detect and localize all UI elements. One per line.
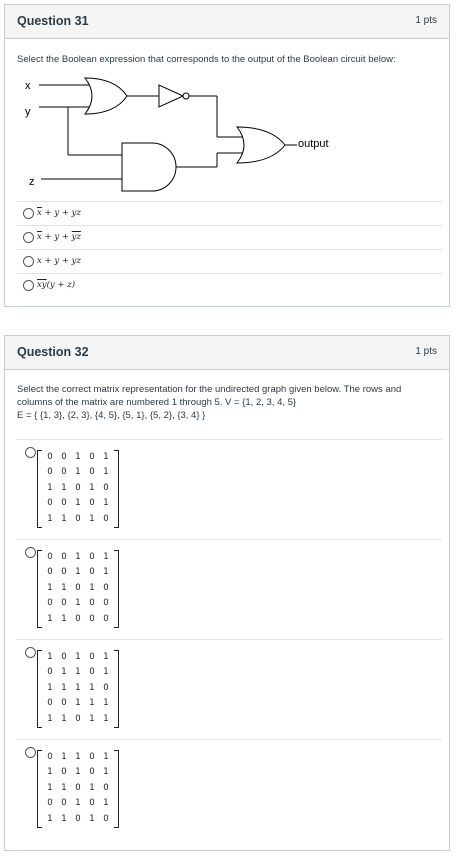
matrix-row <box>38 450 118 465</box>
matrix-row <box>38 796 118 811</box>
matrix-cell: 1 <box>89 682 95 693</box>
radio-button[interactable] <box>23 232 34 243</box>
matrix-cell: 1 <box>75 682 81 693</box>
matrix-cell: 1 <box>75 467 81 478</box>
matrix-cell: 0 <box>103 813 109 824</box>
question-title: Question 32 <box>17 345 89 359</box>
question-points: 1 pts <box>415 346 437 357</box>
matrix-cell: 0 <box>103 782 109 793</box>
matrix-cell: 1 <box>61 682 67 693</box>
matrix-cell: 0 <box>103 613 109 624</box>
matrix-cell: 1 <box>61 613 67 624</box>
matrix-cell: 1 <box>75 652 81 662</box>
matrix-cell: 1 <box>47 613 53 624</box>
matrix-cell: 1 <box>75 498 81 509</box>
matrix-cell: 0 <box>103 482 109 493</box>
matrix-cell: 0 <box>89 598 95 609</box>
matrix-cell: 1 <box>75 698 81 709</box>
answer-option-3[interactable] <box>17 639 442 739</box>
matrix-cell: 0 <box>61 552 67 562</box>
matrix-cell: 1 <box>47 682 53 693</box>
matrix-cell: 0 <box>103 598 109 609</box>
adjacency-matrix <box>37 650 119 728</box>
radio-button[interactable] <box>23 280 34 291</box>
matrix-cell: 1 <box>61 582 67 593</box>
radio-button[interactable] <box>23 208 34 219</box>
matrix-row <box>38 496 118 511</box>
matrix-cell: 0 <box>47 798 53 809</box>
matrix-cell: 1 <box>75 798 81 809</box>
matrix-cell: 0 <box>89 452 95 462</box>
matrix-cell: 0 <box>47 598 53 609</box>
answer-option-4[interactable] <box>17 739 442 839</box>
matrix-row <box>38 565 118 580</box>
matrix-row <box>38 681 118 696</box>
boolean-circuit-diagram <box>15 75 435 205</box>
matrix-cell: 1 <box>103 552 109 562</box>
and-gate <box>122 143 176 191</box>
matrix-row <box>38 812 118 827</box>
matrix-cell: 0 <box>75 813 81 824</box>
matrix-cell: 0 <box>47 498 53 509</box>
matrix-cell: 1 <box>47 482 53 493</box>
answer-expression: $\overline{x} + y + \overline{yz}$ <box>37 232 81 242</box>
matrix-cell: 0 <box>61 598 67 609</box>
radio-button[interactable] <box>25 647 36 658</box>
matrix-cell: 1 <box>89 482 95 493</box>
matrix-row <box>38 781 118 796</box>
matrix-row <box>38 550 118 565</box>
matrix-cell: 0 <box>61 498 67 509</box>
or-gate-1 <box>85 78 127 114</box>
matrix-cell: 1 <box>47 513 53 524</box>
answer-option-3[interactable] <box>17 249 442 273</box>
question-prompt-line-2: columns of the matrix are numbered 1 through 5. V = {1, 2, 3, 4, 5} <box>17 397 297 408</box>
matrix-cell: 0 <box>103 513 109 524</box>
question-prompt-line-1: Select the correct matrix representation for the undirected graph given below. The rows and <box>17 384 402 395</box>
matrix-row <box>38 481 118 496</box>
input-label-z: z <box>29 176 35 188</box>
matrix-cell: 0 <box>75 482 81 493</box>
matrix-cell: 1 <box>47 713 53 724</box>
matrix-cell: 0 <box>47 552 53 562</box>
matrix-cell: 1 <box>89 513 95 524</box>
matrix-cell: 1 <box>89 713 95 724</box>
matrix-cell: 1 <box>61 482 67 493</box>
question-31-card <box>4 4 450 307</box>
matrix-cell: 0 <box>61 798 67 809</box>
or-gate-2 <box>237 127 285 163</box>
matrix-cell: 0 <box>61 767 67 778</box>
matrix-cell: 0 <box>89 798 95 809</box>
answer-option-4[interactable] <box>17 273 442 297</box>
matrix-cell: 0 <box>75 782 81 793</box>
matrix-cell: 1 <box>61 813 67 824</box>
matrix-cell: 1 <box>103 798 109 809</box>
matrix-cell: 0 <box>89 667 95 678</box>
matrix-cell: 0 <box>47 752 53 762</box>
matrix-cell: 1 <box>103 698 109 709</box>
radio-button[interactable] <box>25 547 36 558</box>
matrix-cell: 0 <box>103 682 109 693</box>
matrix-cell: 1 <box>103 652 109 662</box>
answer-option-2[interactable] <box>17 539 442 639</box>
adjacency-matrix <box>37 750 119 828</box>
matrix-cell: 1 <box>61 752 67 762</box>
question-31-header <box>5 5 449 39</box>
matrix-cell: 0 <box>89 567 95 578</box>
matrix-cell: 1 <box>75 598 81 609</box>
question-32-card <box>4 335 450 851</box>
matrix-row <box>38 765 118 780</box>
matrix-cell: 1 <box>61 667 67 678</box>
matrix-row <box>38 465 118 480</box>
answer-option-1[interactable] <box>17 439 442 539</box>
output-label: output <box>298 138 329 150</box>
matrix-cell: 1 <box>47 652 53 662</box>
matrix-cell: 1 <box>103 467 109 478</box>
matrix-cell: 0 <box>75 613 81 624</box>
question-prompt-line-3: E = { {1, 3}, {2, 3}, {4, 5}, {5, 1}, {5, 2}, {3, 4} } <box>17 410 206 421</box>
matrix-cell: 0 <box>61 652 67 662</box>
matrix-cell: 1 <box>75 667 81 678</box>
matrix-cell: 1 <box>103 667 109 678</box>
question-points: 1 pts <box>415 15 437 26</box>
matrix-row <box>38 750 118 765</box>
matrix-cell: 1 <box>103 452 109 462</box>
question-prompt: Select the Boolean expression that corresponds to the output of the Boolean circuit below: <box>17 54 396 65</box>
matrix-cell: 1 <box>47 813 53 824</box>
answer-expression: $\overline{x} + y$ + yz <box>37 208 81 218</box>
matrix-cell: 0 <box>47 467 53 478</box>
radio-button[interactable] <box>25 747 36 758</box>
matrix-cell: 0 <box>47 698 53 709</box>
matrix-row <box>38 512 118 527</box>
matrix-cell: 1 <box>61 513 67 524</box>
matrix-cell: 1 <box>75 752 81 762</box>
radio-button[interactable] <box>23 256 34 267</box>
matrix-cell: 0 <box>75 713 81 724</box>
matrix-cell: 1 <box>75 767 81 778</box>
matrix-cell: 0 <box>47 567 53 578</box>
not-gate <box>159 85 183 107</box>
matrix-cell: 0 <box>89 752 95 762</box>
matrix-cell: 0 <box>61 467 67 478</box>
matrix-cell: 0 <box>89 467 95 478</box>
matrix-cell: 1 <box>89 813 95 824</box>
adjacency-matrix <box>37 550 119 628</box>
matrix-cell: 1 <box>103 498 109 509</box>
input-label-y: y <box>25 106 31 118</box>
matrix-row <box>38 665 118 680</box>
answer-option-2[interactable] <box>17 225 442 249</box>
answer-option-1[interactable] <box>17 201 442 225</box>
matrix-row <box>38 650 118 665</box>
matrix-row <box>38 696 118 711</box>
matrix-cell: 0 <box>89 498 95 509</box>
matrix-row <box>38 612 118 627</box>
question-title: Question 31 <box>17 14 89 28</box>
matrix-cell: 0 <box>75 513 81 524</box>
matrix-cell: 0 <box>61 698 67 709</box>
adjacency-matrix <box>37 450 119 528</box>
matrix-cell: 1 <box>47 767 53 778</box>
matrix-cell: 0 <box>75 582 81 593</box>
matrix-cell: 1 <box>47 582 53 593</box>
input-label-x: x <box>25 80 31 92</box>
matrix-cell: 0 <box>47 667 53 678</box>
matrix-cell: 1 <box>89 698 95 709</box>
matrix-cell: 0 <box>61 452 67 462</box>
matrix-cell: 0 <box>89 767 95 778</box>
answer-expression: $\overline{xy}(y + z)$ <box>37 280 76 290</box>
matrix-cell: 0 <box>103 582 109 593</box>
matrix-cell: 1 <box>103 752 109 762</box>
matrix-cell: 1 <box>103 713 109 724</box>
matrix-cell: 0 <box>89 652 95 662</box>
matrix-cell: 1 <box>75 452 81 462</box>
matrix-cell: 1 <box>103 567 109 578</box>
matrix-row <box>38 596 118 611</box>
answer-expression: x + y + yz <box>37 256 81 266</box>
matrix-cell: 0 <box>89 613 95 624</box>
matrix-cell: 1 <box>75 552 81 562</box>
matrix-cell: 0 <box>61 567 67 578</box>
matrix-cell: 1 <box>47 782 53 793</box>
matrix-cell: 1 <box>89 782 95 793</box>
matrix-cell: 0 <box>47 452 53 462</box>
question-32-header <box>5 336 449 370</box>
matrix-cell: 1 <box>75 567 81 578</box>
matrix-row <box>38 581 118 596</box>
radio-button[interactable] <box>25 447 36 458</box>
matrix-cell: 1 <box>89 582 95 593</box>
matrix-cell: 0 <box>89 552 95 562</box>
matrix-row <box>38 712 118 727</box>
matrix-cell: 1 <box>103 767 109 778</box>
matrix-cell: 1 <box>61 713 67 724</box>
matrix-cell: 1 <box>61 782 67 793</box>
